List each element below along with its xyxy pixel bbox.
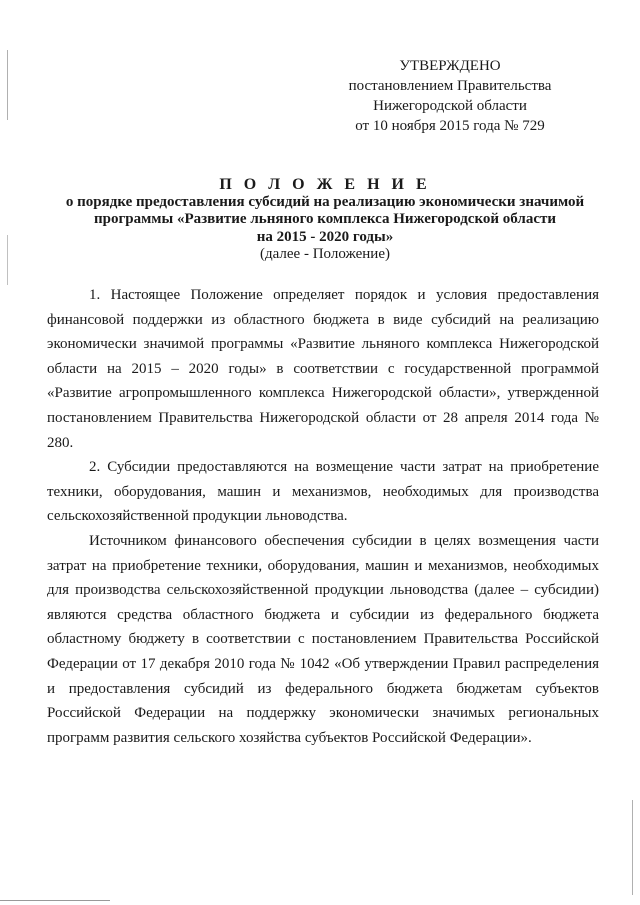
document-subtitle-line: на 2015 - 2020 годы»: [256, 228, 394, 245]
approval-line: постановлением Правительства: [348, 78, 552, 94]
document-title: П О Л О Ж Е Н И Е: [219, 176, 431, 193]
paragraph-1: 1. Настоящее Положение определяет порядок и условия предоставления финансовой поддержки из областного бюджета в виде субсидий на реализацию экономически значимой программы «Развитие льняного комплекса Нижегородской области на 2015 – 2020 годы» в соответствии с государственной программой «Развитие агропромышленного комплекса Нижегородской области», утвержденной постановлением Правительства Нижегородской области от 28 апреля 2014 года № 280.: [47, 287, 599, 451]
scan-artifact-line: [0, 900, 110, 901]
scan-artifact-line: [7, 50, 8, 120]
approval-line: Нижегородской области: [373, 98, 527, 114]
document-subtitle-line: о порядке предоставления субсидий на реализацию экономически значимой: [65, 193, 585, 210]
document-title-note: (далее - Положение): [260, 246, 390, 262]
approval-line: от 10 ноября 2015 года № 729: [355, 118, 545, 134]
scan-artifact-line: [632, 800, 633, 895]
document-title-block: [40, 176, 610, 264]
paragraph-2: 2. Субсидии предоставляются на возмещение части затрат на приобретение техники, оборудования, машин и механизмов, необходимых для производства сельскохозяйственной продукции льноводства.: [47, 459, 599, 525]
approval-heading: УТВЕРЖДЕНО: [399, 58, 501, 74]
document-body: [47, 283, 599, 750]
approval-stamp-block: [300, 56, 600, 136]
document-subtitle-line: программы «Развитие льняного комплекса Нижегородской области: [93, 211, 557, 227]
paragraph-3: Источником финансового обеспечения субсидии в целях возмещения части затрат на приобретение техники, оборудования, машин и механизмов, необходимых для производства сельскохозяйственной продукции льноводства (далее – субсидии) являются средства областного бюджета и субсидии из федерального бюджета областному бюджету в соответствии с постановлением Правительства Российской Федерации от 17 декабря 2010 года № 1042 «Об утверждении Правил распределения и предоставления субсидий из федерального бюджета бюджетам субъектов Российской Федерации на поддержку экономически значимых региональных программ развития сельского хозяйства субъектов Российской Федерации».: [47, 532, 599, 746]
scan-artifact-line: [7, 235, 8, 285]
